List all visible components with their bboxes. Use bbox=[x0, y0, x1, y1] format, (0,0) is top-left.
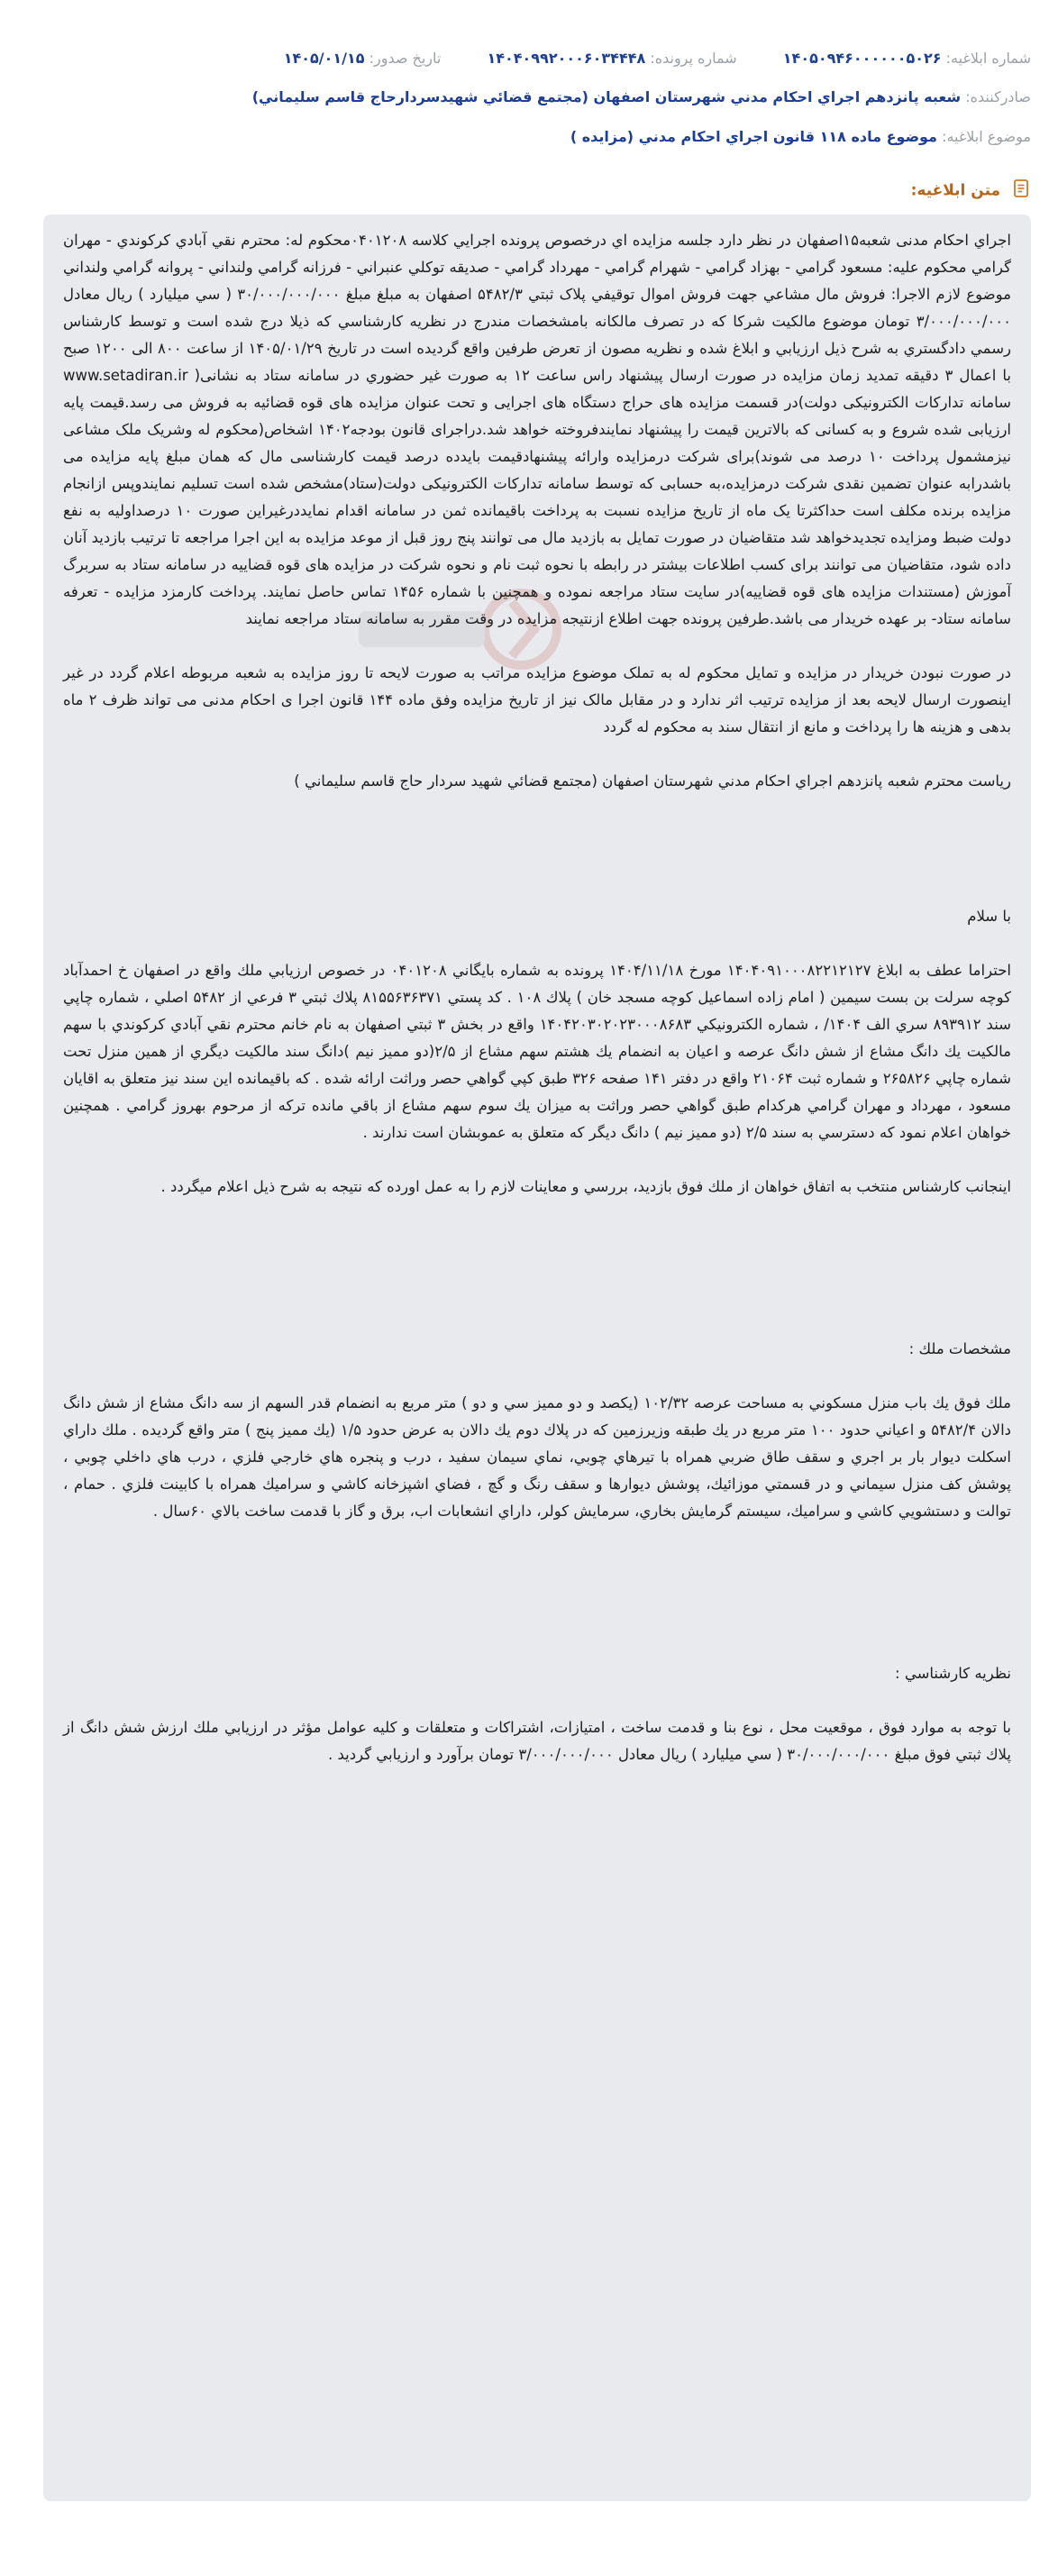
case-number bbox=[487, 50, 736, 67]
case-number-value: ۱۴۰۴۰۹۹۲۰۰۰۶۰۳۴۴۴۸ bbox=[487, 50, 646, 67]
notice-number bbox=[783, 50, 1031, 67]
paragraph-addressee: رياست محترم شعبه پانزدهم اجراي احكام مدني شهرستان اصفهان (مجتمع قضائي شهيد سردار حاج قاسم سليماني ) bbox=[294, 772, 1011, 790]
header-meta-row bbox=[27, 50, 1031, 67]
issue-date bbox=[284, 50, 442, 67]
notice-text-body bbox=[63, 227, 1011, 1768]
subject-label: موضوع ابلاغیه: bbox=[942, 128, 1031, 145]
paragraph-auction-details: اجراي احكام مدنی شعبه۱۵اصفهان در نظر دارد جلسه مزايده اي درخصوص پرونده اجرايي كلاسه ۰۴۰۱۲۰۸محكوم له: محترم نقي آبادي كركوندي - مهران گرامي محكوم عليه: مسعود گرامي - بهزاد گرامي - شهرام گرامي - مهرداد گرامي - صديقه توكلي عنبراني - فرزانه گرامي ولنداني - پروانه گرامي ولنداني موضوع لازم الاجرا: فروش مال مشاعي جهت فروش اموال توقيفي پلاک ثبتي ۵۴۸۲/۳ اصفهان به مبلغ مبلغ ۳۰/۰۰۰/۰۰۰/۰۰۰ ( سي ميليارد ) ريال معادل ۳/۰۰۰/۰۰۰/۰۰۰ تومان موضوع مالكيت شركا كه در تصرف مالكانه بامشخصات مندرج در نظريه كارشناسي كه ذيلا درج شده است و توسط كارشناس رسمي دادگستري به شرح ذيل ارزيابي و ابلاغ شده و نظريه مصون از تعرض طرفين واقع گرديده است در تاريخ ۱۴۰۵/۰۱/۲۹ از ساعت ۸۰۰ الی ۱۲۰۰ صبح با اعمال ۳ دقيقه تمديد زمان مزايده در صورت ارسال پيشنهاد راس ساعت ۱۲ به صورت غير حضوري در سامانه ستاد به نشانی( www.setadiran.ir سامانه تداركات الكترونيكی دولت)در قسمت مزايده های حراج دستگاه های اجرايی و تحت عنوان مزايده های قوه قضائيه به فروش می رسد.قيمت پايه ارزيابی شده شروع و به كسانی كه بالاترين قيمت را پيشنهاد نمايندفروخته خواهد شد.دراجرای قانون بودجه۱۴۰۲ اشخاص(محكوم له وشريک ملک مشاعی نيزمشمول پرداخت ۱۰ درصد می شوند)برای شركت درمزايده وارائه پيشنهادقيمت بايدده درصد قيمت كارشناسی مال كه همان مبلغ پايه مزايده می باشدرابه عنوان تضمين نقدی شركت درمزايده،به حسابی كه توسط سامانه تداركات الكترونيكی دولت(ستاد)مشخص شده است تسليم نمايندوپس ازانجام مزايده برنده مكلف است حداكثرتا يک ماه از تاريخ مزايده نسبت به پرداخت باقيمانده ثمن در سامانه اقدام نمايددرغيراين صورت ۱۰ درصداوليه به نفع دولت ضبط ومزايده تجديدخواهد شد متقاضيان در صورت تمايل به بازديد مال می توانند پنج روز قبل از موعد مزايده به اين اجرا مراجعه تا ترتيب بازديد آنان داده شود، متقاضيان می توانند برای كسب اطلاعات بيشتر در رابطه با نحوه ثبت نام و نحوه شركت در مزايده های قوه قضاييه در سامانه ستاد به سربرگ آموزش (مستندات مزايده های قوه قضاييه)در سايت ستاد مراجعه نموده و همچنين با شماره ۱۴۵۶ تماس حاصل نمايند. پرداخت كارمزد مزايده - تعرفه سامانه ستاد- بر عهده خريدار می باشد.طرفين پرونده جهت اطلاع ازنتيجه مزايده در وقت مقرر به سامانه ستاد مراجعه نمايند bbox=[63, 232, 1012, 627]
subject-value: موضوع ماده ۱۱۸ قانون اجراي احكام مدني (مزايده ) bbox=[570, 128, 937, 145]
paragraph-no-buyer: در صورت نبودن خريدار در مزايده و تمايل محكوم له به تملک موضوع مزايده مراتب به صورت لايحه تا روز مزايده به شعبه مربوطه اعلام گردد در غير اينصورت ارسال لايحه بعد از مزايده ترتيب اثر ندارد و در مقابل مالک نيز از تاريخ مزايده وفق ماده ۱۴۴ قانون اجرا ی احکام مدنی می تواند ظرف ۲ ماه بدهی و هزينه ها را پرداخت و مانع از انتقال سند به محکوم له گردد bbox=[63, 664, 1011, 735]
paragraph-greeting: با سلام bbox=[967, 908, 1011, 925]
notice-number-label: شماره ابلاغیه: bbox=[945, 50, 1031, 67]
section-title-text: متن ابلاغیه: bbox=[910, 181, 1001, 200]
property-specs-heading: مشخصات ملك : bbox=[908, 1340, 1011, 1357]
section-title bbox=[911, 178, 1031, 203]
issue-date-value: ۱۴۰۵/۰۱/۱۵ bbox=[283, 50, 365, 67]
issuer-label: صادرکننده: bbox=[965, 88, 1031, 105]
subject-row bbox=[27, 128, 1031, 145]
issuer-row bbox=[27, 88, 1031, 105]
issuer-value: شعبه پانزدهم اجراي احكام مدني شهرستان اصفهان (مجتمع قضائي شهيدسردارحاج قاسم سليماني) bbox=[251, 88, 962, 105]
paragraph-expert-opinion: با توجه به موارد فوق ، موقعيت محل ، نوع بنا و قدمت ساخت ، امتيازات، اشتراكات و متعلقات و كليه عوامل مؤثر در ارزيابي ملك ارزش شش دانگ از پلاك ثبتي فوق مبلغ ۳۰/۰۰۰/۰۰۰/۰۰۰ ( سي ميليارد ) ريال معادل ۳/۰۰۰/۰۰۰/۰۰۰ تومان برآورد و ارزيابي گرديد . bbox=[63, 1719, 1011, 1763]
case-number-label: شماره پرونده: bbox=[650, 50, 737, 67]
notice-number-value: ۱۴۰۵۰۹۴۶۰۰۰۰۰۰۵۰۲۶ bbox=[782, 50, 942, 67]
expert-opinion-heading: نظريه كارشناسي : bbox=[895, 1665, 1011, 1682]
paragraph-property-reference: احتراما عطف به ابلاغ ۱۴۰۴۰۹۱۰۰۰۸۲۲۱۲۱۲۷ مورخ ۱۴۰۴/۱۱/۱۸ پرونده به شماره بايگاني ۰۴۰۱۲۰۸ در خصوص ارزيابي ملك واقع در اصفهان خ احمدآباد كوچه سرلت بن بست سيمين ( امام زاده اسماعيل كوچه مسجد خان ) پلاك ۱۰۸ . كد پستي ۸۱۵۵۶۳۶۳۷۱ پلاك ثبتي ۳ فرعي از ۵۴۸۲ اصلي ، شماره چاپي سند ۸۹۳۹۱۲ سري الف ۱۴۰۴/ ، شماره الكترونيكي ۱۴۰۴۲۰۳۰۲۰۲۳۰۰۰۸۶۸۳ واقع در بخش ۳ ثبتي اصفهان به نام خانم محترم نقي آبادي كركوندي با سهم مالكيت يك دانگ مشاع از شش دانگ عرصه و اعيان به انضمام يك هشتم سهم مشاع از ۲/۵(دو مميز نيم )دانگ سند مالكيت ديگري از همين منزل تحت شماره چاپي ۲۶۵۸۲۶ و شماره ثبت ۲۱۰۶۴ واقع در دفتر ۱۴۱ صفحه ۳۲۶ طبق كپي گواهي حصر وراثت ارائه شده . كه باقيمانده اين سند نيز متعلق به اقايان مسعود ، مهرداد و مهران گرامي هركدام طبق گواهي حصر وراثت به ميزان يك سوم سهم مشاع از باقي مانده تركه از مرحوم بهروز گرامي . همچنين خواهان اعلام نمود كه دسترسي به سند ۲/۵ (دو مميز نيم ) دانگ ديگر كه متعلق به عموبشان است ندارند . bbox=[63, 962, 1012, 1141]
paragraph-inspection: اينجانب كارشناس منتخب به اتفاق خواهان از ملك فوق بازديد، بررسي و معاينات لازم را به عمل اورده كه نتيجه به شرح ذيل اعلام ميگردد . bbox=[160, 1178, 1011, 1195]
paragraph-property-specs: ملك فوق يك باب منزل مسكوني به مساحت عرصه ۱۰۲/۳۲ (يكصد و دو مميز سي و دو ) متر مربع به انضمام قدر السهم از سه دانگ مشاع از شش دانگ دالان ۵۴۸۲/۴ و اعياني حدود ۱۰۰ متر مربع در يك طبقه وزيرزمين كه در پلاك دوم يك دالان به عرض حدود ۱/۵ (يك مميز پنج ) متر واقع گرديده . ملك داراي اسكلت ديوار بار بر اجري و سقف طاق ضربي همراه با تيرهاي چوبي، نماي سيمان سفيد ، درب و پنجره هاي خارجي فلزي ، درب هاي داخلي چوبي ، پوشش كف منزل سيماني و در قسمتي موزائيك، پوشش ديوارها و سقف رنگ و گچ ، فضاي اشپزخانه كاشي و سراميك همراه با كابينت فلزي . حمام ، توالت و دستشويي كاشي و سراميك، سيستم گرمايش بخاري، سرمايش كولر، داراي انشعابات اب، برق و گاز با قدمت ساخت بالاي ۶۰سال . bbox=[63, 1394, 1012, 1520]
issue-date-label: تاریخ صدور: bbox=[369, 50, 442, 67]
document-icon bbox=[1011, 178, 1031, 203]
